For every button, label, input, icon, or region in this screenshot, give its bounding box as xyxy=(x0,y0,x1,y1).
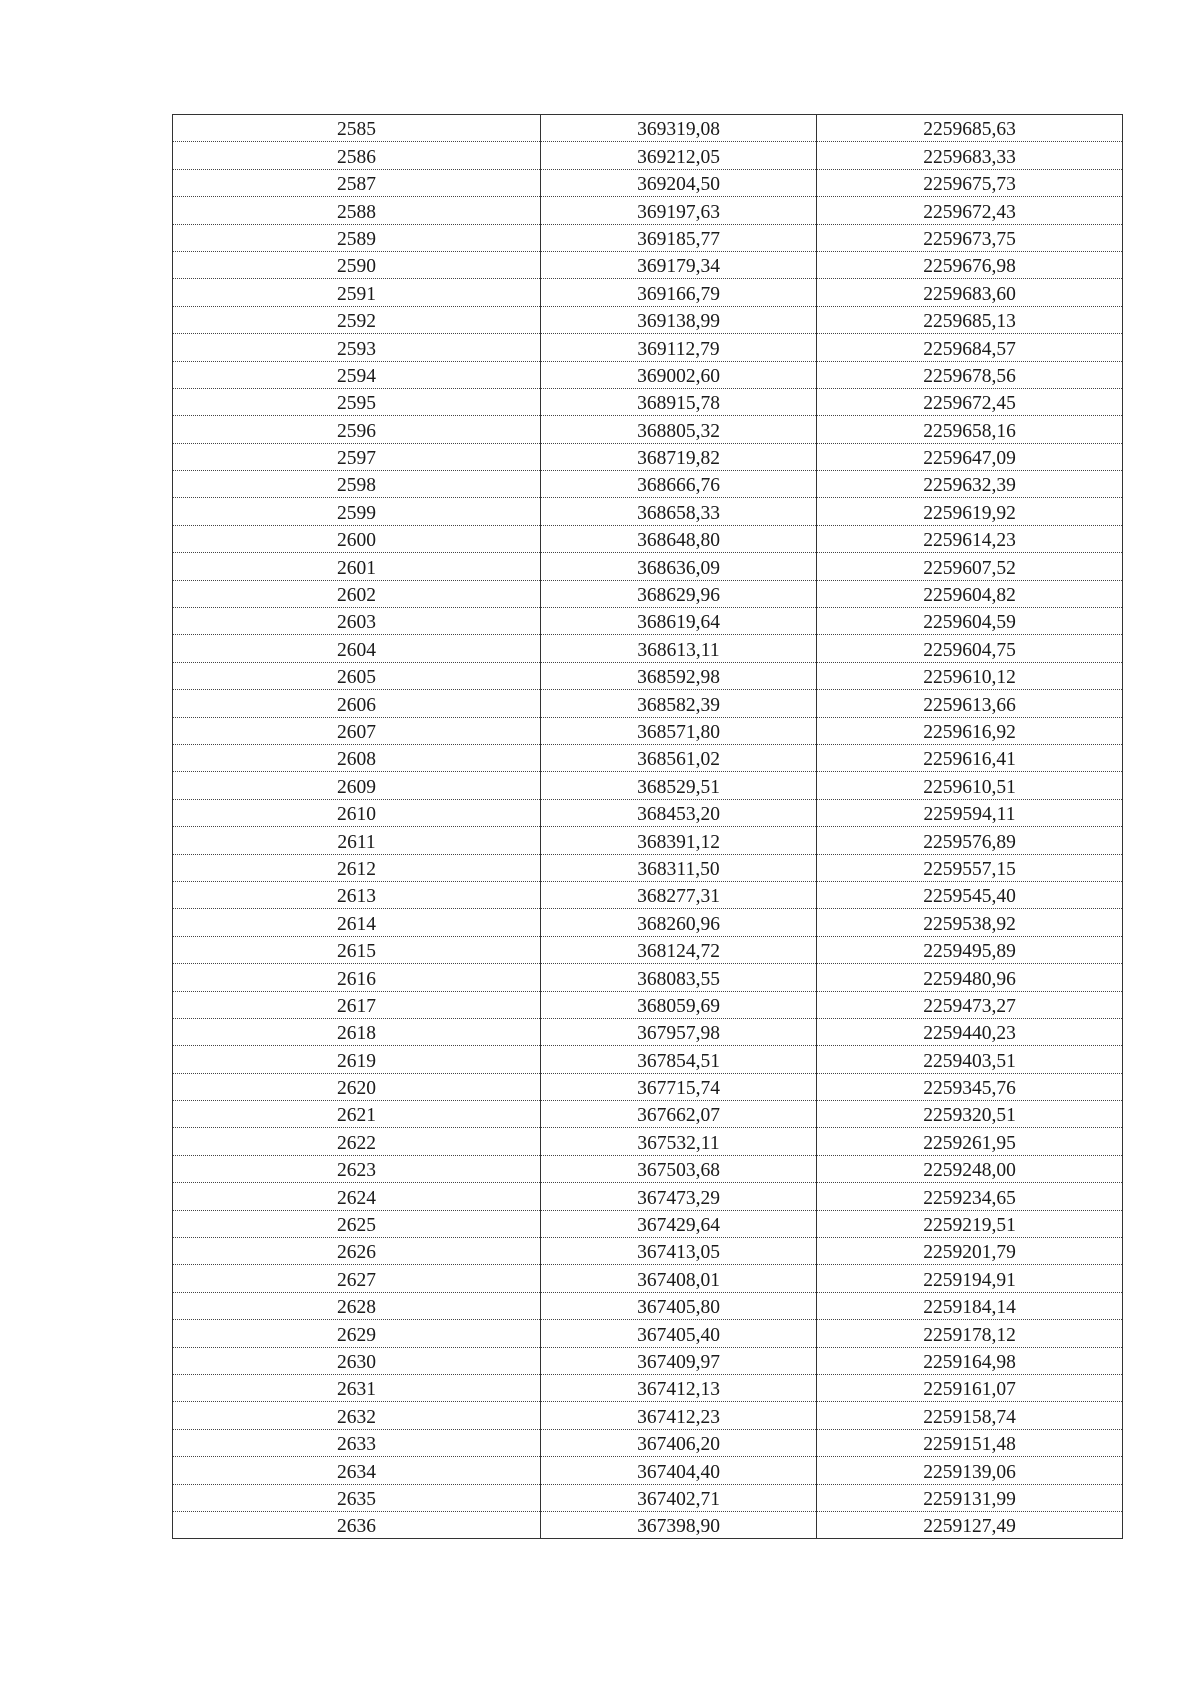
y-coordinate-cell: 2259557,15 xyxy=(817,854,1123,881)
table-row xyxy=(173,1046,1123,1073)
point-number-cell: 2597 xyxy=(173,443,541,470)
table-row xyxy=(173,662,1123,689)
y-coordinate-cell: 2259614,23 xyxy=(817,525,1123,552)
table-row xyxy=(173,388,1123,415)
point-number-cell: 2623 xyxy=(173,1155,541,1182)
x-coordinate-cell: 368083,55 xyxy=(541,964,817,991)
coordinates-table-body xyxy=(173,115,1123,1539)
point-number-cell: 2629 xyxy=(173,1320,541,1347)
x-coordinate-cell: 368391,12 xyxy=(541,827,817,854)
point-number-cell: 2627 xyxy=(173,1265,541,1292)
point-number-cell: 2635 xyxy=(173,1484,541,1511)
y-coordinate-cell: 2259345,76 xyxy=(817,1073,1123,1100)
point-number-cell: 2614 xyxy=(173,909,541,936)
y-coordinate-cell: 2259164,98 xyxy=(817,1347,1123,1374)
y-coordinate-cell: 2259139,06 xyxy=(817,1457,1123,1484)
point-number-cell: 2610 xyxy=(173,799,541,826)
table-row xyxy=(173,1018,1123,1045)
y-coordinate-cell: 2259683,33 xyxy=(817,142,1123,169)
x-coordinate-cell: 368666,76 xyxy=(541,471,817,498)
table-row xyxy=(173,115,1123,142)
y-coordinate-cell: 2259610,12 xyxy=(817,662,1123,689)
x-coordinate-cell: 368619,64 xyxy=(541,608,817,635)
table-row xyxy=(173,1292,1123,1319)
table-row xyxy=(173,1402,1123,1429)
point-number-cell: 2615 xyxy=(173,936,541,963)
table-row xyxy=(173,909,1123,936)
point-number-cell: 2596 xyxy=(173,416,541,443)
x-coordinate-cell: 367409,97 xyxy=(541,1347,817,1374)
y-coordinate-cell: 2259234,65 xyxy=(817,1183,1123,1210)
x-coordinate-cell: 369212,05 xyxy=(541,142,817,169)
y-coordinate-cell: 2259576,89 xyxy=(817,827,1123,854)
y-coordinate-cell: 2259604,75 xyxy=(817,635,1123,662)
table-row xyxy=(173,361,1123,388)
y-coordinate-cell: 2259616,92 xyxy=(817,717,1123,744)
point-number-cell: 2618 xyxy=(173,1018,541,1045)
point-number-cell: 2625 xyxy=(173,1210,541,1237)
table-row xyxy=(173,1073,1123,1100)
y-coordinate-cell: 2259538,92 xyxy=(817,909,1123,936)
point-number-cell: 2632 xyxy=(173,1402,541,1429)
y-coordinate-cell: 2259495,89 xyxy=(817,936,1123,963)
point-number-cell: 2633 xyxy=(173,1429,541,1456)
x-coordinate-cell: 368059,69 xyxy=(541,991,817,1018)
table-row xyxy=(173,334,1123,361)
x-coordinate-cell: 367412,13 xyxy=(541,1374,817,1401)
y-coordinate-cell: 2259658,16 xyxy=(817,416,1123,443)
point-number-cell: 2592 xyxy=(173,306,541,333)
table-row xyxy=(173,580,1123,607)
x-coordinate-cell: 367405,40 xyxy=(541,1320,817,1347)
y-coordinate-cell: 2259184,14 xyxy=(817,1292,1123,1319)
y-coordinate-cell: 2259673,75 xyxy=(817,224,1123,251)
y-coordinate-cell: 2259676,98 xyxy=(817,251,1123,278)
x-coordinate-cell: 367429,64 xyxy=(541,1210,817,1237)
point-number-cell: 2634 xyxy=(173,1457,541,1484)
x-coordinate-cell: 368592,98 xyxy=(541,662,817,689)
y-coordinate-cell: 2259632,39 xyxy=(817,471,1123,498)
x-coordinate-cell: 369138,99 xyxy=(541,306,817,333)
x-coordinate-cell: 367473,29 xyxy=(541,1183,817,1210)
point-number-cell: 2594 xyxy=(173,361,541,388)
point-number-cell: 2606 xyxy=(173,690,541,717)
y-coordinate-cell: 2259619,92 xyxy=(817,498,1123,525)
point-number-cell: 2598 xyxy=(173,471,541,498)
y-coordinate-cell: 2259610,51 xyxy=(817,772,1123,799)
x-coordinate-cell: 367412,23 xyxy=(541,1402,817,1429)
table-row xyxy=(173,525,1123,552)
point-number-cell: 2586 xyxy=(173,142,541,169)
x-coordinate-cell: 368719,82 xyxy=(541,443,817,470)
table-row xyxy=(173,1347,1123,1374)
point-number-cell: 2585 xyxy=(173,115,541,142)
point-number-cell: 2626 xyxy=(173,1238,541,1265)
y-coordinate-cell: 2259158,74 xyxy=(817,1402,1123,1429)
point-number-cell: 2593 xyxy=(173,334,541,361)
point-number-cell: 2599 xyxy=(173,498,541,525)
y-coordinate-cell: 2259683,60 xyxy=(817,279,1123,306)
y-coordinate-cell: 2259685,63 xyxy=(817,115,1123,142)
table-row xyxy=(173,251,1123,278)
y-coordinate-cell: 2259604,59 xyxy=(817,608,1123,635)
y-coordinate-cell: 2259161,07 xyxy=(817,1374,1123,1401)
table-row xyxy=(173,854,1123,881)
x-coordinate-cell: 368453,20 xyxy=(541,799,817,826)
table-row xyxy=(173,1101,1123,1128)
x-coordinate-cell: 368648,80 xyxy=(541,525,817,552)
y-coordinate-cell: 2259607,52 xyxy=(817,553,1123,580)
y-coordinate-cell: 2259672,45 xyxy=(817,388,1123,415)
table-row xyxy=(173,1511,1123,1538)
table-row xyxy=(173,717,1123,744)
y-coordinate-cell: 2259647,09 xyxy=(817,443,1123,470)
x-coordinate-cell: 368582,39 xyxy=(541,690,817,717)
table-row xyxy=(173,1210,1123,1237)
table-row xyxy=(173,142,1123,169)
point-number-cell: 2622 xyxy=(173,1128,541,1155)
x-coordinate-cell: 368260,96 xyxy=(541,909,817,936)
x-coordinate-cell: 367405,80 xyxy=(541,1292,817,1319)
table-row xyxy=(173,471,1123,498)
x-coordinate-cell: 368277,31 xyxy=(541,881,817,908)
table-row xyxy=(173,498,1123,525)
x-coordinate-cell: 368571,80 xyxy=(541,717,817,744)
table-row xyxy=(173,1484,1123,1511)
table-row xyxy=(173,1429,1123,1456)
x-coordinate-cell: 369204,50 xyxy=(541,169,817,196)
table-row xyxy=(173,443,1123,470)
y-coordinate-cell: 2259261,95 xyxy=(817,1128,1123,1155)
table-row xyxy=(173,991,1123,1018)
x-coordinate-cell: 367402,71 xyxy=(541,1484,817,1511)
y-coordinate-cell: 2259320,51 xyxy=(817,1101,1123,1128)
table-row xyxy=(173,416,1123,443)
x-coordinate-cell: 367715,74 xyxy=(541,1073,817,1100)
x-coordinate-cell: 368124,72 xyxy=(541,936,817,963)
coordinates-table xyxy=(172,114,1123,1539)
point-number-cell: 2624 xyxy=(173,1183,541,1210)
y-coordinate-cell: 2259131,99 xyxy=(817,1484,1123,1511)
point-number-cell: 2636 xyxy=(173,1511,541,1538)
x-coordinate-cell: 367406,20 xyxy=(541,1429,817,1456)
y-coordinate-cell: 2259685,13 xyxy=(817,306,1123,333)
point-number-cell: 2609 xyxy=(173,772,541,799)
x-coordinate-cell: 369197,63 xyxy=(541,197,817,224)
y-coordinate-cell: 2259678,56 xyxy=(817,361,1123,388)
table-row xyxy=(173,608,1123,635)
y-coordinate-cell: 2259440,23 xyxy=(817,1018,1123,1045)
x-coordinate-cell: 369185,77 xyxy=(541,224,817,251)
point-number-cell: 2621 xyxy=(173,1101,541,1128)
point-number-cell: 2612 xyxy=(173,854,541,881)
x-coordinate-cell: 367398,90 xyxy=(541,1511,817,1538)
x-coordinate-cell: 368311,50 xyxy=(541,854,817,881)
point-number-cell: 2611 xyxy=(173,827,541,854)
y-coordinate-cell: 2259219,51 xyxy=(817,1210,1123,1237)
point-number-cell: 2608 xyxy=(173,744,541,771)
x-coordinate-cell: 367413,05 xyxy=(541,1238,817,1265)
x-coordinate-cell: 368915,78 xyxy=(541,388,817,415)
table-row xyxy=(173,635,1123,662)
table-row xyxy=(173,1457,1123,1484)
point-number-cell: 2607 xyxy=(173,717,541,744)
point-number-cell: 2613 xyxy=(173,881,541,908)
point-number-cell: 2603 xyxy=(173,608,541,635)
y-coordinate-cell: 2259248,00 xyxy=(817,1155,1123,1182)
point-number-cell: 2589 xyxy=(173,224,541,251)
y-coordinate-cell: 2259604,82 xyxy=(817,580,1123,607)
table-row xyxy=(173,827,1123,854)
x-coordinate-cell: 368561,02 xyxy=(541,744,817,771)
table-row xyxy=(173,1265,1123,1292)
x-coordinate-cell: 367503,68 xyxy=(541,1155,817,1182)
x-coordinate-cell: 367662,07 xyxy=(541,1101,817,1128)
x-coordinate-cell: 369319,08 xyxy=(541,115,817,142)
table-row xyxy=(173,553,1123,580)
point-number-cell: 2605 xyxy=(173,662,541,689)
point-number-cell: 2602 xyxy=(173,580,541,607)
point-number-cell: 2595 xyxy=(173,388,541,415)
y-coordinate-cell: 2259672,43 xyxy=(817,197,1123,224)
x-coordinate-cell: 368658,33 xyxy=(541,498,817,525)
point-number-cell: 2601 xyxy=(173,553,541,580)
y-coordinate-cell: 2259127,49 xyxy=(817,1511,1123,1538)
table-row xyxy=(173,279,1123,306)
x-coordinate-cell: 369112,79 xyxy=(541,334,817,361)
x-coordinate-cell: 368613,11 xyxy=(541,635,817,662)
table-row xyxy=(173,744,1123,771)
table-row xyxy=(173,1155,1123,1182)
table-row xyxy=(173,936,1123,963)
point-number-cell: 2628 xyxy=(173,1292,541,1319)
y-coordinate-cell: 2259545,40 xyxy=(817,881,1123,908)
table-row xyxy=(173,1128,1123,1155)
point-number-cell: 2604 xyxy=(173,635,541,662)
table-row xyxy=(173,881,1123,908)
x-coordinate-cell: 368805,32 xyxy=(541,416,817,443)
point-number-cell: 2631 xyxy=(173,1374,541,1401)
x-coordinate-cell: 369179,34 xyxy=(541,251,817,278)
x-coordinate-cell: 368636,09 xyxy=(541,553,817,580)
table-row xyxy=(173,799,1123,826)
y-coordinate-cell: 2259151,48 xyxy=(817,1429,1123,1456)
x-coordinate-cell: 369166,79 xyxy=(541,279,817,306)
x-coordinate-cell: 368629,96 xyxy=(541,580,817,607)
point-number-cell: 2591 xyxy=(173,279,541,306)
point-number-cell: 2600 xyxy=(173,525,541,552)
point-number-cell: 2617 xyxy=(173,991,541,1018)
y-coordinate-cell: 2259480,96 xyxy=(817,964,1123,991)
point-number-cell: 2619 xyxy=(173,1046,541,1073)
point-number-cell: 2616 xyxy=(173,964,541,991)
y-coordinate-cell: 2259201,79 xyxy=(817,1238,1123,1265)
y-coordinate-cell: 2259403,51 xyxy=(817,1046,1123,1073)
point-number-cell: 2630 xyxy=(173,1347,541,1374)
y-coordinate-cell: 2259684,57 xyxy=(817,334,1123,361)
table-row xyxy=(173,964,1123,991)
x-coordinate-cell: 369002,60 xyxy=(541,361,817,388)
table-row xyxy=(173,306,1123,333)
point-number-cell: 2620 xyxy=(173,1073,541,1100)
x-coordinate-cell: 367854,51 xyxy=(541,1046,817,1073)
x-coordinate-cell: 368529,51 xyxy=(541,772,817,799)
y-coordinate-cell: 2259616,41 xyxy=(817,744,1123,771)
table-row xyxy=(173,1374,1123,1401)
table-row xyxy=(173,1320,1123,1347)
y-coordinate-cell: 2259194,91 xyxy=(817,1265,1123,1292)
table-row xyxy=(173,772,1123,799)
point-number-cell: 2590 xyxy=(173,251,541,278)
x-coordinate-cell: 367408,01 xyxy=(541,1265,817,1292)
y-coordinate-cell: 2259178,12 xyxy=(817,1320,1123,1347)
y-coordinate-cell: 2259594,11 xyxy=(817,799,1123,826)
table-row xyxy=(173,1183,1123,1210)
x-coordinate-cell: 367404,40 xyxy=(541,1457,817,1484)
point-number-cell: 2588 xyxy=(173,197,541,224)
x-coordinate-cell: 367957,98 xyxy=(541,1018,817,1045)
x-coordinate-cell: 367532,11 xyxy=(541,1128,817,1155)
table-row xyxy=(173,224,1123,251)
table-row xyxy=(173,690,1123,717)
table-row xyxy=(173,197,1123,224)
table-row xyxy=(173,1238,1123,1265)
y-coordinate-cell: 2259613,66 xyxy=(817,690,1123,717)
y-coordinate-cell: 2259473,27 xyxy=(817,991,1123,1018)
table-row xyxy=(173,169,1123,196)
y-coordinate-cell: 2259675,73 xyxy=(817,169,1123,196)
point-number-cell: 2587 xyxy=(173,169,541,196)
